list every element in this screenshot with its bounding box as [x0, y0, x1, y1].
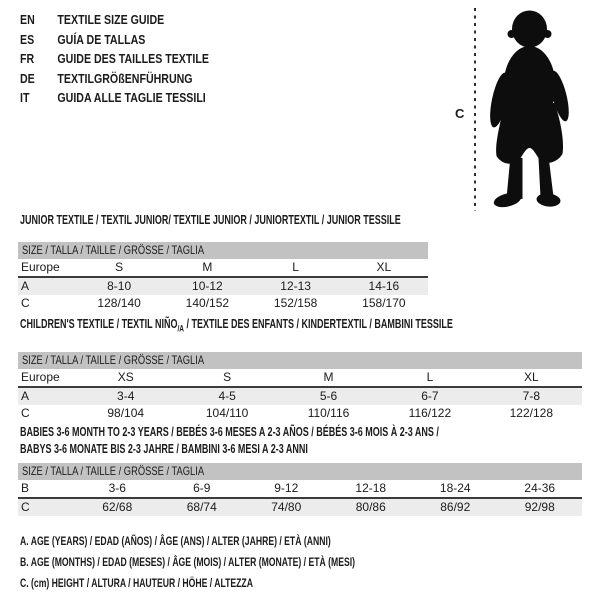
babies-title-line2: BABYS 3-6 MONATE BIS 2-3 JAHRE / BAMBINI 3-6 MESI A 2-3 ANNI: [20, 442, 308, 456]
size-header-bar: [18, 352, 582, 369]
table-cell: XL: [523, 370, 539, 384]
row-label: A: [21, 389, 30, 403]
table-cell: 4-5: [218, 389, 236, 403]
table-cell: 140/152: [185, 296, 230, 310]
children-size-table: [18, 352, 582, 422]
table-cell: 158/170: [362, 296, 406, 310]
table-cell: 9-12: [274, 481, 299, 495]
table-cell: 12-13: [280, 279, 311, 293]
table-cell: M: [323, 370, 334, 384]
lang-title: GUÍA DE TALLAS: [57, 32, 146, 47]
table-cell: 18-24: [439, 481, 471, 495]
lang-title: TEXTILE SIZE GUIDE: [57, 13, 165, 27]
table-row: [18, 388, 582, 405]
babies-title-line1: BABIES 3-6 MONTH TO 2-3 YEARS / BEBÉS 3-6 MESES A 2-3 AÑOS / BÉBÉS 3-6 MOIS À 2-3 ANS /: [20, 425, 439, 439]
language-title-list: [20, 11, 242, 109]
table-cell: 7-8: [522, 389, 540, 403]
table-cell: 80/86: [355, 500, 386, 514]
row-label: B: [21, 481, 30, 495]
table-cell: XL: [376, 260, 392, 274]
row-label: C: [21, 296, 30, 310]
footnotes: [20, 531, 485, 594]
table-cell: 98/104: [107, 406, 145, 420]
size-header-text: SIZE / TALLA / TAILLE / GRÖSSE / TAGLIA: [22, 243, 205, 257]
size-header-bar: [18, 463, 582, 480]
table-cell: 128/140: [97, 296, 141, 310]
table-cell: L: [426, 370, 434, 384]
row-label: C: [21, 500, 30, 514]
table-cell: 14-16: [368, 279, 400, 293]
table-cell: 92/98: [524, 500, 555, 514]
table-cell: M: [202, 260, 213, 274]
row-label: C: [21, 406, 30, 420]
table-cell: 12-18: [355, 481, 387, 495]
table-row: [18, 405, 582, 422]
row-label: Europe: [21, 370, 60, 384]
table-cell: 8-10: [107, 279, 132, 293]
height-measure-dashed-line: [474, 8, 476, 211]
table-cell: 122/128: [509, 406, 554, 420]
lang-title: GUIDA ALLE TAGLIE TESSILI: [57, 91, 206, 105]
table-cell: S: [223, 370, 232, 384]
table-row: [18, 295, 428, 312]
lang-row-es: [20, 31, 209, 51]
table-cell: 86/92: [440, 500, 471, 514]
footnote-a: A. AGE (YEARS) / EDAD (AÑOS) / ÂGE (ANS) / ALTER (JAHRE) / ETÀ (ANNI): [20, 534, 331, 548]
table-cell: 104/110: [205, 406, 249, 420]
table-row: [18, 259, 428, 278]
table-cell: 24-36: [524, 481, 556, 495]
table-row: [18, 480, 582, 499]
children-title-post: / TEXTILE DES ENFANTS / KINDERTEXTIL / BAMBINI TESSILE: [183, 317, 453, 331]
table-cell: 6-9: [193, 481, 211, 495]
children-title-sub: /A: [177, 323, 184, 334]
children-section-title: [20, 316, 453, 338]
footnote-b: B. AGE (MONTHS) / EDAD (MESES) / ÂGE (MOIS) / ALTER (MONATE) / ETÀ (MESI): [20, 555, 356, 569]
children-title-pre: CHILDREN'S TEXTILE / TEXTIL NIÑO: [20, 317, 178, 331]
lang-code: DE: [20, 71, 35, 86]
table-cell: 116/122: [408, 406, 452, 420]
row-label: Europe: [21, 260, 60, 274]
table-cell: 68/74: [186, 500, 217, 514]
babies-section-title: [20, 424, 439, 458]
table-cell: 10-12: [192, 279, 223, 293]
table-cell: XS: [117, 370, 134, 384]
size-header-text: SIZE / TALLA / TAILLE / GRÖSSE / TAGLIA: [22, 353, 205, 367]
table-row: [18, 278, 428, 295]
lang-row-fr: [20, 50, 209, 70]
lang-row-it: [20, 89, 209, 109]
table-cell: L: [292, 260, 299, 274]
table-row: [18, 499, 582, 516]
lang-code: FR: [20, 52, 35, 66]
row-label: A: [21, 279, 30, 293]
toddler-silhouette-icon: [480, 8, 585, 208]
babies-size-table: [18, 463, 582, 516]
lang-row-en: [20, 11, 209, 31]
size-header-text: SIZE / TALLA / TAILLE / GRÖSSE / TAGLIA: [22, 464, 205, 478]
lang-code: EN: [20, 13, 35, 27]
table-cell: S: [115, 260, 124, 274]
footnote-c: C. (cm) HEIGHT / ALTURA / HAUTEUR / HÖHE / ALTEZZA: [20, 576, 253, 590]
table-cell: 5-6: [319, 389, 338, 403]
table-cell: 62/68: [102, 500, 133, 514]
table-cell: 74/80: [271, 500, 302, 514]
table-cell: 110/116: [307, 406, 350, 420]
figure-height-label: C: [455, 106, 465, 121]
lang-row-de: [20, 70, 209, 90]
lang-code: IT: [20, 91, 30, 105]
table-row: [18, 369, 582, 388]
table-cell: 3-6: [108, 481, 126, 495]
lang-title: GUIDE DES TAILLES TEXTILE: [57, 52, 209, 66]
table-cell: 3-4: [117, 389, 135, 403]
junior-size-table: [18, 242, 428, 312]
lang-title: TEXTILGRÖßENFÜHRUNG: [57, 71, 193, 86]
size-header-bar: [18, 242, 428, 259]
table-cell: 152/158: [273, 296, 318, 310]
table-cell: 6-7: [421, 389, 439, 403]
lang-code: ES: [20, 32, 35, 47]
junior-section-title: JUNIOR TEXTILE / TEXTIL JUNIOR/ TEXTILE JUNIOR / JUNIORTEXTIL / JUNIOR TESSILE: [20, 213, 401, 227]
